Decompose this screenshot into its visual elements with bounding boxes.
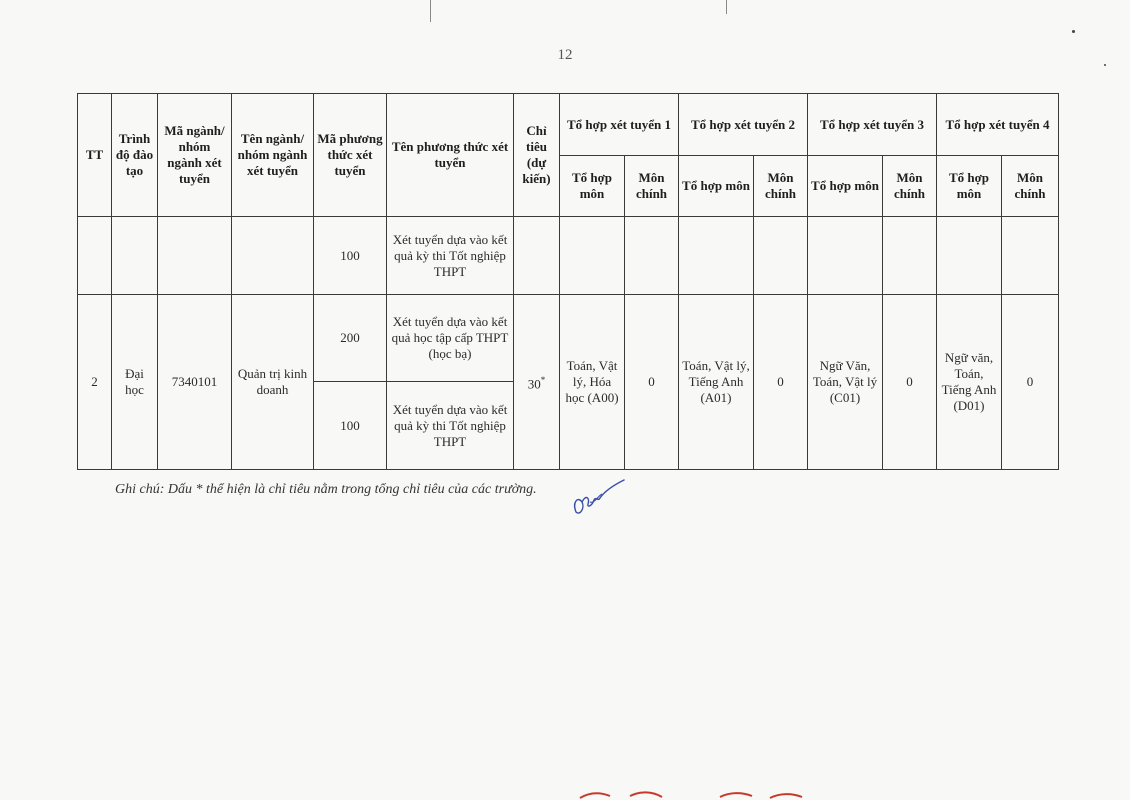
header-to-hop-1: Tổ hợp xét tuyển 1 (560, 94, 679, 156)
combo-1-subjects: Toán, Vật lý, Hóa học (A00) (560, 295, 625, 470)
stamp-edge-icon (570, 788, 810, 800)
table-cell (560, 217, 625, 295)
subheader-to-hop-mon: Tổ hợp môn (808, 156, 883, 217)
method-name: Xét tuyển dựa vào kết quả học tập cấp THPT (học bạ) (387, 295, 514, 382)
subheader-to-hop-mon: Tổ hợp môn (560, 156, 625, 217)
table-row (78, 295, 1059, 382)
combo-3-main: 0 (883, 295, 937, 470)
scan-mark-left (430, 0, 431, 22)
header-tt: TT (78, 94, 112, 217)
row-ma-nganh: 7340101 (158, 295, 232, 470)
header-to-hop-4: Tổ hợp xét tuyển 4 (937, 94, 1059, 156)
scan-dot (1072, 30, 1075, 33)
signature-icon (568, 472, 628, 522)
subheader-mon-chinh: Môn chính (883, 156, 937, 217)
row-tt: 2 (78, 295, 112, 470)
table-cell (78, 217, 112, 295)
table-cell (679, 217, 754, 295)
subheader-to-hop-mon: Tổ hợp môn (937, 156, 1002, 217)
table-cell (625, 217, 679, 295)
table-cell (754, 217, 808, 295)
header-trinh-do: Trình độ đào tạo (112, 94, 158, 217)
chi-tieu-mark: * (540, 374, 546, 385)
row-ten-nganh: Quản trị kinh doanh (232, 295, 314, 470)
table-row (78, 217, 1059, 295)
header-to-hop-2: Tổ hợp xét tuyển 2 (679, 94, 808, 156)
admissions-table (77, 93, 1059, 470)
method-code: 100 (314, 382, 387, 470)
method-code: 100 (314, 217, 387, 295)
table-cell (112, 217, 158, 295)
subheader-mon-chinh: Môn chính (1002, 156, 1059, 217)
chi-tieu-value: 30 (527, 376, 541, 392)
method-name: Xét tuyển dựa vào kết quả kỳ thi Tốt nghiệp THPT (387, 217, 514, 295)
subheader-mon-chinh: Môn chính (625, 156, 679, 217)
header-ten-phuong-thuc: Tên phương thức xét tuyển (387, 94, 514, 217)
header-chi-tieu: Chỉ tiêu (dự kiến) (514, 94, 560, 217)
combo-2-subjects: Toán, Vật lý, Tiếng Anh (A01) (679, 295, 754, 470)
table-cell (514, 217, 560, 295)
header-ten-nganh: Tên ngành/ nhóm ngành xét tuyển (232, 94, 314, 217)
combo-3-subjects: Ngữ Văn, Toán, Vật lý (C01) (808, 295, 883, 470)
header-ma-nganh: Mã ngành/ nhóm ngành xét tuyển (158, 94, 232, 217)
combo-1-main: 0 (625, 295, 679, 470)
footnote: Ghi chú: Dấu * thể hiện là chỉ tiêu nằm trong tổng chỉ tiêu của các trường. (115, 482, 537, 497)
table-cell (937, 217, 1002, 295)
row-trinh-do: Đại học (112, 295, 158, 470)
method-name: Xét tuyển dựa vào kết quả kỳ thi Tốt nghiệp THPT (387, 382, 514, 470)
table-cell (808, 217, 883, 295)
row-chi-tieu (514, 295, 560, 470)
combo-2-main: 0 (754, 295, 808, 470)
subheader-mon-chinh: Môn chính (754, 156, 808, 217)
header-to-hop-3: Tổ hợp xét tuyển 3 (808, 94, 937, 156)
page-number: 12 (557, 47, 573, 63)
scan-mark-right (726, 0, 727, 14)
header-ma-phuong-thuc: Mã phương thức xét tuyển (314, 94, 387, 217)
table-cell (232, 217, 314, 295)
table-cell (883, 217, 937, 295)
subheader-to-hop-mon: Tổ hợp môn (679, 156, 754, 217)
method-code: 200 (314, 295, 387, 382)
scan-dot (1104, 64, 1106, 66)
combo-4-subjects: Ngữ văn, Toán, Tiếng Anh (D01) (937, 295, 1002, 470)
table-cell (1002, 217, 1059, 295)
table-cell (158, 217, 232, 295)
combo-4-main: 0 (1002, 295, 1059, 470)
